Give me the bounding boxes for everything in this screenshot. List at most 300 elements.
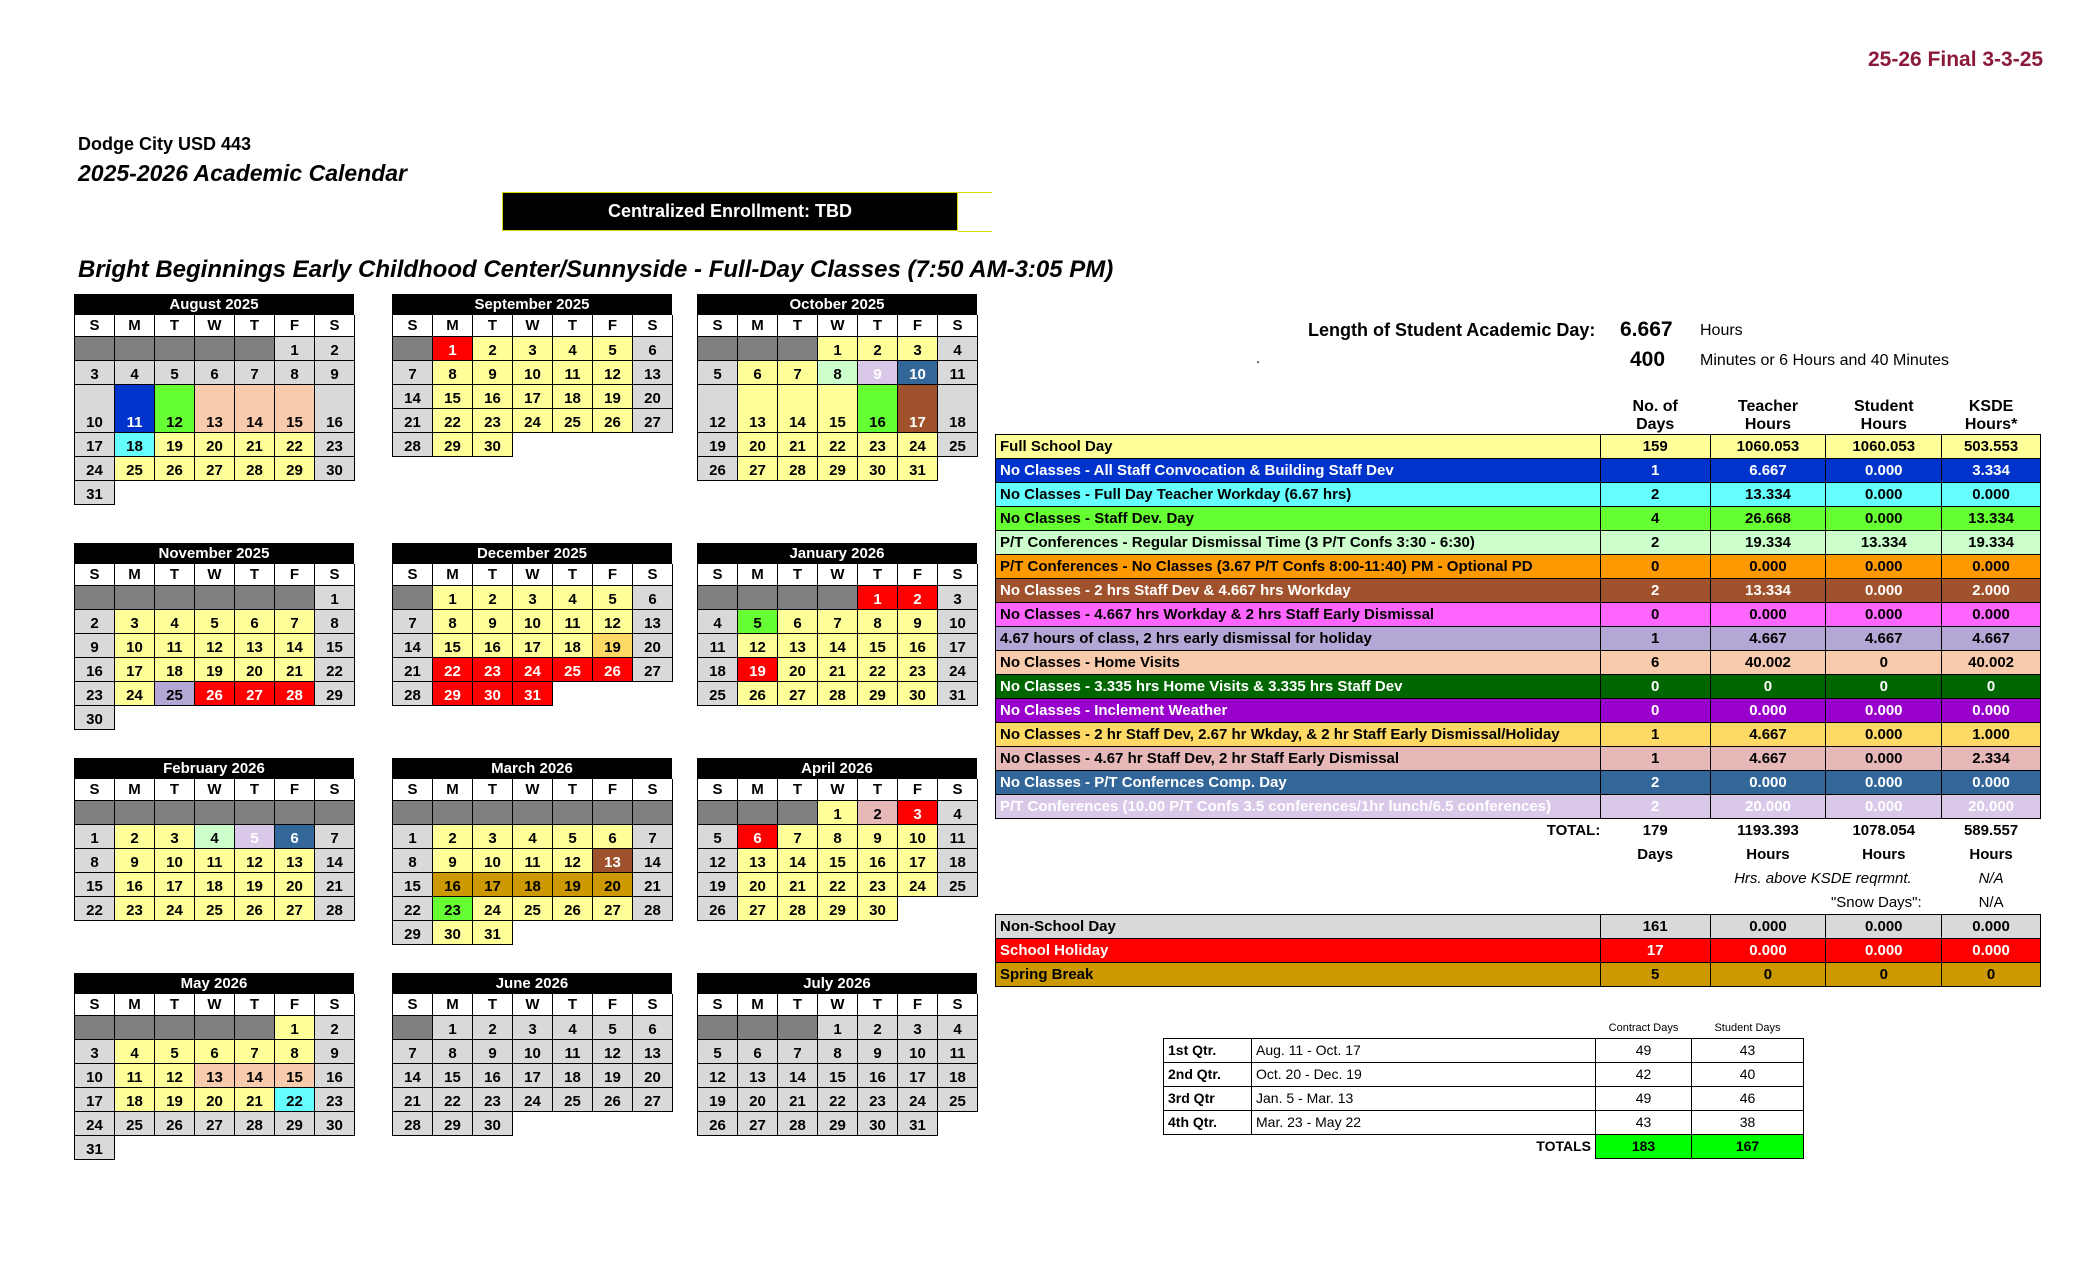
day-cell: 22 <box>818 433 858 457</box>
day-cell: 25 <box>513 897 553 921</box>
weekday-header: T <box>235 315 275 337</box>
header-student-hours: Student Hours <box>1853 398 1914 433</box>
day-cell: 19 <box>593 385 633 409</box>
day-cell: 5 <box>593 586 633 610</box>
empty-day <box>633 801 673 825</box>
weekday-header: T <box>473 779 513 801</box>
month-10 <box>392 973 672 1136</box>
day-cell: 24 <box>473 897 513 921</box>
day-cell: 19 <box>593 1064 633 1088</box>
day-cell: 17 <box>155 873 195 897</box>
row-label: No Classes - 2 hr Staff Dev, 2.67 hr Wkday, & 2 hr Staff Early Dismissal/Holiday <box>996 723 1601 747</box>
enrollment-banner: Centralized Enrollment: TBD <box>502 192 958 231</box>
day-cell: 14 <box>393 1064 433 1088</box>
quarter-cell: 49 <box>1596 1038 1692 1062</box>
summary-row <box>996 555 2041 579</box>
day-cell: 19 <box>195 658 235 682</box>
day-cell: 26 <box>155 457 195 481</box>
quarter-cell: 46 <box>1692 1086 1804 1110</box>
weekday-header: M <box>115 994 155 1016</box>
weekday-header: T <box>778 779 818 801</box>
day-cell: 10 <box>898 1040 938 1064</box>
day-cell: 14 <box>235 1064 275 1088</box>
day-cell: 5 <box>698 361 738 385</box>
day-cell: 24 <box>155 897 195 921</box>
row-value: 13.334 <box>1942 507 2041 531</box>
weekday-header: S <box>938 315 978 337</box>
weekday-header: S <box>698 315 738 337</box>
weekday-header: S <box>75 315 115 337</box>
day-cell: 23 <box>115 897 155 921</box>
day-cell: 4 <box>513 825 553 849</box>
weekday-header: S <box>393 564 433 586</box>
day-cell: 18 <box>115 1088 155 1112</box>
day-cell: 25 <box>938 433 978 457</box>
plain-cell: TOTAL: <box>1546 822 1601 840</box>
row-label: No Classes - 2 hrs Staff Dev & 4.667 hrs Workday <box>996 579 1601 603</box>
day-cell: 7 <box>235 361 275 385</box>
snow-days-row <box>996 891 2041 915</box>
quarter-cell: 1st Qtr. <box>1164 1038 1252 1062</box>
day-cell: 30 <box>898 682 938 706</box>
row-label: P/T Conferences - Regular Dismissal Time (3 P/T Confs 3:30 - 6:30) <box>996 531 1601 555</box>
day-cell: 7 <box>275 610 315 634</box>
day-cell: 14 <box>778 385 818 433</box>
summary-row <box>996 963 2041 987</box>
day-cell: 19 <box>698 1088 738 1112</box>
day-cell: 19 <box>155 1088 195 1112</box>
day-cell: 12 <box>235 849 275 873</box>
empty-day <box>698 586 738 610</box>
day-cell: 30 <box>473 433 513 457</box>
day-cell: 6 <box>633 1016 673 1040</box>
day-cell: 29 <box>433 433 473 457</box>
day-cell: 24 <box>898 873 938 897</box>
empty-day <box>433 801 473 825</box>
month-name: July 2026 <box>697 973 977 994</box>
weekday-header: S <box>633 779 673 801</box>
weekday-header: T <box>155 564 195 586</box>
weekday-header: S <box>938 994 978 1016</box>
version-label: 25-26 Final 3-3-25 <box>1868 48 2044 71</box>
weekday-header: T <box>473 315 513 337</box>
day-length-hours-unit: Hours <box>1700 322 1743 339</box>
row-value: 1.000 <box>1942 723 2041 747</box>
weekday-header: S <box>938 779 978 801</box>
weekday-header: F <box>593 315 633 337</box>
totals-label: TOTALS <box>1536 1138 1591 1155</box>
day-length-hours: 6.667 <box>1620 318 1673 341</box>
day-cell: 16 <box>75 658 115 682</box>
day-cell: 5 <box>235 825 275 849</box>
day-cell: 7 <box>633 825 673 849</box>
day-cell: 22 <box>433 409 473 433</box>
day-cell: 9 <box>858 361 898 385</box>
empty-day <box>473 801 513 825</box>
day-cell: 16 <box>858 385 898 433</box>
day-cell: 17 <box>898 385 938 433</box>
day-cell: 8 <box>433 361 473 385</box>
day-cell: 23 <box>433 897 473 921</box>
day-cell: 24 <box>75 457 115 481</box>
day-cell: 3 <box>513 586 553 610</box>
day-cell: 25 <box>115 1112 155 1136</box>
day-cell: 27 <box>195 1112 235 1136</box>
weekday-header: M <box>115 315 155 337</box>
row-value: 2 <box>1600 795 1710 819</box>
day-cell: 2 <box>858 801 898 825</box>
month-grid <box>74 315 354 505</box>
day-cell: 30 <box>315 1112 355 1136</box>
banner-line <box>958 192 992 193</box>
day-cell: 26 <box>698 897 738 921</box>
month-grid <box>392 779 672 945</box>
day-cell: 1 <box>433 337 473 361</box>
day-cell: 15 <box>275 1064 315 1088</box>
total-contract-days: 183 <box>1596 1134 1692 1158</box>
empty-day <box>195 586 235 610</box>
day-cell: 27 <box>593 897 633 921</box>
day-cell: 24 <box>898 1088 938 1112</box>
day-cell: 27 <box>778 682 818 706</box>
day-cell: 21 <box>393 1088 433 1112</box>
row-value: 0.000 <box>1826 699 1942 723</box>
month-name: January 2026 <box>697 543 977 564</box>
day-cell: 10 <box>513 610 553 634</box>
day-cell: 11 <box>513 849 553 873</box>
above-ksde-label: Hrs. above KSDE reqrmnt. <box>1734 870 1912 887</box>
weekday-header: S <box>75 564 115 586</box>
row-value: 0.000 <box>1942 603 2041 627</box>
weekday-header: T <box>778 315 818 337</box>
weekday-header: S <box>75 994 115 1016</box>
weekday-header: F <box>898 994 938 1016</box>
day-cell: 22 <box>433 1088 473 1112</box>
day-cell: 9 <box>433 849 473 873</box>
day-cell: 9 <box>898 610 938 634</box>
day-cell: 24 <box>513 1088 553 1112</box>
day-cell: 4 <box>938 1016 978 1040</box>
day-cell: 12 <box>195 634 235 658</box>
weekday-header: T <box>858 994 898 1016</box>
quarter-row <box>1164 1110 1804 1134</box>
weekday-header: T <box>235 779 275 801</box>
day-cell: 6 <box>778 610 818 634</box>
day-cell: 9 <box>315 1040 355 1064</box>
empty-day <box>698 801 738 825</box>
row-value: 0.000 <box>1710 771 1826 795</box>
day-cell: 8 <box>393 849 433 873</box>
day-cell: 14 <box>393 634 433 658</box>
row-value: 0.000 <box>1826 915 1942 939</box>
weekday-header: S <box>633 315 673 337</box>
day-cell: 25 <box>553 1088 593 1112</box>
day-cell: 22 <box>315 658 355 682</box>
quarter-cell: 2nd Qtr. <box>1164 1062 1252 1086</box>
day-cell: 7 <box>393 1040 433 1064</box>
weekday-header: T <box>858 564 898 586</box>
weekday-header: S <box>698 564 738 586</box>
month-grid <box>697 564 977 706</box>
row-value: 26.668 <box>1710 507 1826 531</box>
day-cell: 12 <box>738 634 778 658</box>
day-cell: 11 <box>195 849 235 873</box>
empty-day <box>115 801 155 825</box>
day-cell: 27 <box>235 682 275 706</box>
empty-day <box>593 801 633 825</box>
weekday-header: T <box>235 994 275 1016</box>
day-cell: 30 <box>315 457 355 481</box>
weekday-header: W <box>513 779 553 801</box>
day-cell: 16 <box>115 873 155 897</box>
day-cell: 25 <box>115 457 155 481</box>
row-label: No Classes - 4.667 hrs Workday & 2 hrs Staff Early Dismissal <box>996 603 1601 627</box>
day-cell: 23 <box>473 1088 513 1112</box>
day-cell: 27 <box>275 897 315 921</box>
empty-day <box>315 801 355 825</box>
empty-day <box>698 337 738 361</box>
weekday-header: S <box>75 779 115 801</box>
day-cell: 22 <box>275 1088 315 1112</box>
day-cell: 23 <box>315 1088 355 1112</box>
row-value: 4.667 <box>1710 723 1826 747</box>
day-cell: 21 <box>235 1088 275 1112</box>
day-cell: 2 <box>315 1016 355 1040</box>
weekday-header: T <box>235 564 275 586</box>
day-cell: 11 <box>553 610 593 634</box>
row-value: 0 <box>1600 603 1710 627</box>
day-cell: 5 <box>553 825 593 849</box>
day-cell: 5 <box>593 1016 633 1040</box>
day-cell: 21 <box>235 433 275 457</box>
empty-day <box>235 1016 275 1040</box>
day-cell: 8 <box>275 361 315 385</box>
weekday-header: F <box>593 564 633 586</box>
day-length-label: Length of Student Academic Day: <box>1308 320 1596 340</box>
day-cell: 14 <box>393 385 433 409</box>
day-cell: 4 <box>115 361 155 385</box>
weekday-header: W <box>195 315 235 337</box>
day-cell: 3 <box>898 801 938 825</box>
day-cell: 20 <box>778 658 818 682</box>
day-cell: 31 <box>938 682 978 706</box>
day-cell: 6 <box>235 610 275 634</box>
day-cell: 9 <box>75 634 115 658</box>
weekday-header: T <box>155 315 195 337</box>
summary-row <box>996 651 2041 675</box>
day-cell: 13 <box>195 1064 235 1088</box>
day-cell: 16 <box>473 634 513 658</box>
empty-day <box>738 1016 778 1040</box>
day-cell: 20 <box>195 433 235 457</box>
row-value: 20.000 <box>1942 795 2041 819</box>
day-cell: 20 <box>738 873 778 897</box>
weekday-header: W <box>195 994 235 1016</box>
month-grid <box>392 315 672 457</box>
day-cell: 25 <box>938 873 978 897</box>
month-name: February 2026 <box>74 758 354 779</box>
row-value: 0.000 <box>1710 699 1826 723</box>
day-cell: 14 <box>818 634 858 658</box>
empty-day <box>738 337 778 361</box>
day-cell: 29 <box>275 1112 315 1136</box>
day-cell: 5 <box>155 1040 195 1064</box>
row-value: 2.334 <box>1942 747 2041 771</box>
day-cell: 22 <box>433 658 473 682</box>
day-cell: 31 <box>473 921 513 945</box>
day-cell: 2 <box>858 1016 898 1040</box>
month-4 <box>392 543 672 706</box>
row-value: 19.334 <box>1710 531 1826 555</box>
empty-day <box>818 586 858 610</box>
weekday-header: S <box>938 564 978 586</box>
month-name: November 2025 <box>74 543 354 564</box>
day-cell: 15 <box>433 634 473 658</box>
day-cell: 28 <box>778 1112 818 1136</box>
row-value: 13.334 <box>1710 579 1826 603</box>
day-cell: 11 <box>155 634 195 658</box>
quarter-cell: Aug. 11 - Oct. 17 <box>1252 1038 1596 1062</box>
above-ksde-value: N/A <box>1978 870 2004 887</box>
summary-plain-row <box>996 843 2041 867</box>
row-value: 1 <box>1600 723 1710 747</box>
weekday-header: T <box>473 994 513 1016</box>
row-value: 6.667 <box>1710 459 1826 483</box>
row-value: 2 <box>1600 483 1710 507</box>
day-cell: 8 <box>275 1040 315 1064</box>
empty-day <box>115 337 155 361</box>
summary-row <box>996 459 2041 483</box>
weekday-header: M <box>115 779 155 801</box>
day-cell: 25 <box>553 409 593 433</box>
weekday-header: T <box>473 564 513 586</box>
quarter-cell: 40 <box>1692 1062 1804 1086</box>
weekday-header: M <box>433 994 473 1016</box>
day-cell: 10 <box>898 825 938 849</box>
day-cell: 20 <box>235 658 275 682</box>
empty-day <box>778 801 818 825</box>
row-value: 2 <box>1600 531 1710 555</box>
day-cell: 11 <box>938 1040 978 1064</box>
day-cell: 26 <box>553 897 593 921</box>
day-cell: 22 <box>858 658 898 682</box>
day-cell: 27 <box>738 1112 778 1136</box>
month-9 <box>74 973 354 1160</box>
month-name: October 2025 <box>697 294 977 315</box>
day-cell: 18 <box>938 849 978 873</box>
day-cell: 11 <box>553 1040 593 1064</box>
day-cell: 24 <box>898 433 938 457</box>
row-value: 19.334 <box>1942 531 2041 555</box>
day-cell: 24 <box>75 1112 115 1136</box>
row-value: 0.000 <box>1942 483 2041 507</box>
day-cell: 8 <box>818 1040 858 1064</box>
row-label: Non-School Day <box>996 915 1601 939</box>
weekday-header: W <box>195 779 235 801</box>
day-cell: 21 <box>315 873 355 897</box>
empty-day <box>778 586 818 610</box>
day-cell: 3 <box>115 610 155 634</box>
plain-cell: 1078.054 <box>1852 822 1916 840</box>
plain-cell: 1193.393 <box>1737 822 1799 840</box>
day-cell: 7 <box>818 610 858 634</box>
row-value: 0 <box>1710 963 1826 987</box>
day-cell: 2 <box>473 1016 513 1040</box>
row-label: No Classes - Home Visits <box>996 651 1601 675</box>
day-cell: 4 <box>938 801 978 825</box>
day-cell: 14 <box>633 849 673 873</box>
day-cell: 12 <box>698 1064 738 1088</box>
day-cell: 1 <box>275 337 315 361</box>
empty-day <box>738 801 778 825</box>
weekday-header: T <box>858 779 898 801</box>
day-cell: 31 <box>898 457 938 481</box>
day-cell: 25 <box>195 897 235 921</box>
day-cell: 23 <box>858 873 898 897</box>
row-value: 0.000 <box>1826 771 1942 795</box>
empty-day <box>235 337 275 361</box>
day-cell: 13 <box>235 634 275 658</box>
weekday-header: W <box>818 994 858 1016</box>
day-cell: 13 <box>633 610 673 634</box>
weekday-header: M <box>115 564 155 586</box>
day-cell: 3 <box>513 337 553 361</box>
day-cell: 8 <box>433 1040 473 1064</box>
day-cell: 5 <box>698 1040 738 1064</box>
row-label: No Classes - Staff Dev. Day <box>996 507 1601 531</box>
row-value: 0.000 <box>1942 939 2041 963</box>
day-cell: 7 <box>778 361 818 385</box>
day-cell: 6 <box>738 361 778 385</box>
empty-day <box>115 1016 155 1040</box>
day-cell: 19 <box>698 873 738 897</box>
day-cell: 11 <box>698 634 738 658</box>
month-name: March 2026 <box>392 758 672 779</box>
row-value: 0 <box>1600 699 1710 723</box>
day-cell: 10 <box>898 361 938 385</box>
day-cell: 8 <box>818 361 858 385</box>
day-cell: 17 <box>513 1064 553 1088</box>
day-cell: 29 <box>393 921 433 945</box>
day-cell: 3 <box>75 1040 115 1064</box>
day-cell: 19 <box>235 873 275 897</box>
day-cell: 30 <box>473 1112 513 1136</box>
day-cell: 14 <box>275 634 315 658</box>
day-cell: 8 <box>433 610 473 634</box>
row-value: 0.000 <box>1942 555 2041 579</box>
weekday-header: S <box>393 779 433 801</box>
row-value: 0 <box>1942 963 2041 987</box>
row-value: 0.000 <box>1710 555 1826 579</box>
empty-day <box>75 801 115 825</box>
day-cell: 21 <box>393 409 433 433</box>
day-cell: 13 <box>593 849 633 873</box>
weekday-header: F <box>898 779 938 801</box>
quarter-row <box>1164 1038 1804 1062</box>
quarter-cell: 3rd Qtr <box>1164 1086 1252 1110</box>
empty-day <box>75 586 115 610</box>
day-cell: 18 <box>553 385 593 409</box>
row-value: 0 <box>1942 675 2041 699</box>
empty-day <box>778 337 818 361</box>
row-value: 4.667 <box>1826 627 1942 651</box>
day-cell: 17 <box>938 634 978 658</box>
day-cell: 22 <box>75 897 115 921</box>
row-label: No Classes - All Staff Convocation & Building Staff Dev <box>996 459 1601 483</box>
header-ksde-hours: KSDE Hours* <box>1964 398 2018 433</box>
quarter-cell: Mar. 23 - May 22 <box>1252 1110 1596 1134</box>
district-name: Dodge City USD 443 <box>78 134 252 154</box>
